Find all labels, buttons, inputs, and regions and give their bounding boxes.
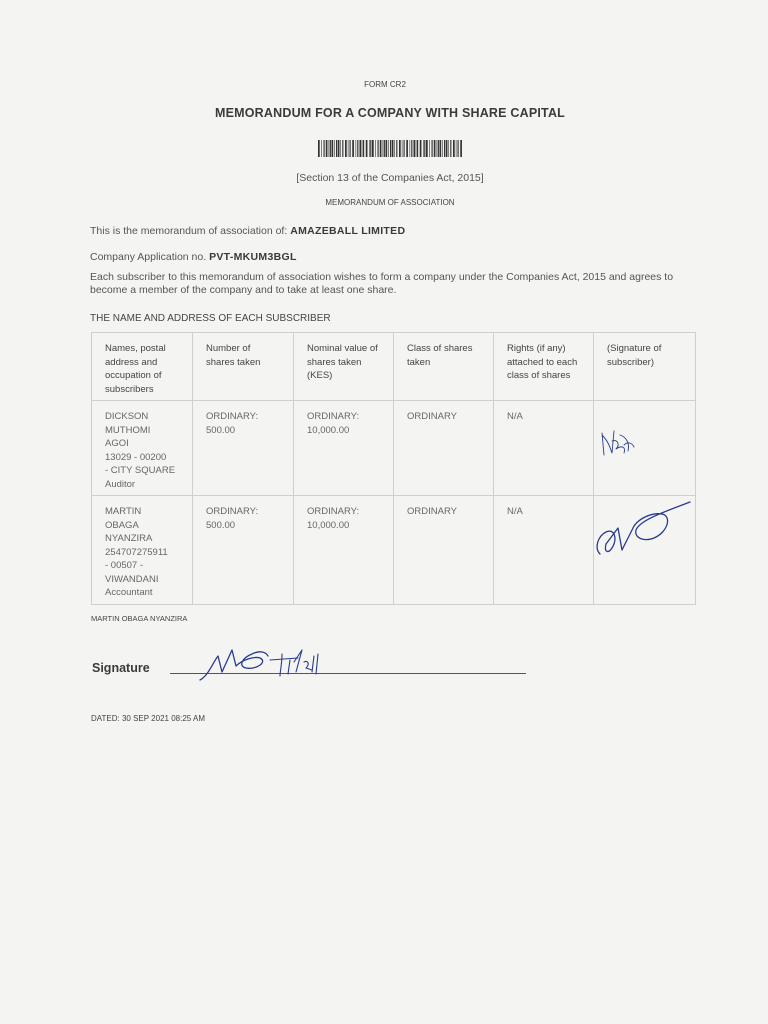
- dated-timestamp: DATED: 30 SEP 2021 08:25 AM: [91, 714, 205, 723]
- barcode-bar: [390, 140, 391, 157]
- subscriber-name-address: MARTIN OBAGA NYANZIRA 254707275911 - 00507 - VIWANDANI Accountant: [92, 496, 193, 605]
- subheading: MEMORANDUM OF ASSOCIATION: [325, 198, 455, 207]
- barcode-bar: [384, 140, 385, 157]
- barcode-bar: [352, 140, 354, 157]
- barcode-bar: [340, 140, 341, 157]
- section-reference: [Section 13 of the Companies Act, 2015]: [296, 172, 484, 184]
- barcode-bar: [370, 140, 371, 157]
- barcode-bar: [424, 140, 425, 157]
- document-title: MEMORANDUM FOR A COMPANY WITH SHARE CAPITAL: [214, 106, 566, 120]
- barcode-bar: [372, 140, 374, 157]
- barcode-bar: [338, 140, 340, 157]
- shares-taken: ORDINARY: 500.00: [193, 496, 294, 605]
- barcode-bar: [342, 140, 343, 157]
- header-rights: Rights (if any) attached to each class of shares: [494, 333, 594, 401]
- subscriber-signature-cell: [594, 496, 696, 605]
- table-row: [92, 496, 696, 605]
- barcode-bar: [362, 140, 363, 157]
- barcode-bar: [456, 140, 457, 157]
- barcode-bar: [392, 140, 394, 157]
- barcode-bar: [356, 140, 357, 157]
- barcode-bar: [378, 140, 379, 157]
- barcode-bar: [375, 140, 376, 157]
- barcode-bar: [460, 140, 462, 157]
- barcode-bar: [411, 140, 412, 157]
- share-class: ORDINARY: [394, 496, 494, 605]
- subscriber-signature-image: [598, 421, 638, 461]
- barcode-bar: [453, 140, 455, 157]
- barcode-bar: [420, 140, 422, 157]
- association-label: This is the memorandum of association of:: [90, 225, 288, 237]
- subscriber-statement: Each subscriber to this memorandum of association wishes to form a company under the Companies Act, 2015 and agrees to become a member of the company and to take at least one share.: [90, 271, 674, 296]
- barcode-bar: [440, 140, 442, 157]
- barcode-bar: [336, 140, 337, 157]
- barcode-bar: [394, 140, 395, 157]
- shares-taken: ORDINARY: 500.00: [193, 401, 294, 496]
- barcode-bar: [332, 140, 334, 157]
- barcode-bar: [326, 140, 328, 157]
- company-name: AMAZEBALL LIMITED: [290, 225, 406, 237]
- barcode-bar: [396, 140, 397, 157]
- header-names: Names, postal address and occupation of subscribers: [92, 333, 193, 401]
- barcode-bar: [429, 140, 430, 157]
- barcode-bar: [360, 140, 362, 157]
- barcode-bar: [321, 140, 322, 157]
- barcode-bar: [380, 140, 382, 157]
- barcode-bar: [446, 140, 448, 157]
- barcode-bar: [426, 140, 428, 157]
- subscriber-signature-cell: [594, 401, 696, 496]
- subscriber-name-address: DICKSON MUTHOMI AGOI 13029 - 00200 - CITY SQUARE Auditor: [92, 401, 193, 496]
- barcode-bar: [386, 140, 388, 157]
- barcode-bar: [369, 140, 370, 157]
- barcode-bar: [404, 140, 405, 157]
- barcode-image: [318, 140, 462, 157]
- barcode-bar: [329, 140, 330, 157]
- barcode-bar: [406, 140, 408, 157]
- barcode-bar: [410, 140, 411, 157]
- barcode-bar: [334, 140, 335, 157]
- barcode-bar: [450, 140, 451, 157]
- barcode-bar: [357, 140, 358, 157]
- share-rights: N/A: [494, 496, 594, 605]
- barcode-bar: [434, 140, 436, 157]
- barcode-bar: [432, 140, 433, 157]
- share-class: ORDINARY: [394, 401, 494, 496]
- barcode-bar: [350, 140, 351, 157]
- barcode-bar: [363, 140, 364, 157]
- signatory-signature-image: [196, 636, 346, 686]
- table-row: [92, 401, 696, 496]
- header-signature: (Signature of subscriber): [594, 333, 696, 401]
- header-nominal: Nominal value of shares taken (KES): [294, 333, 394, 401]
- nominal-value: ORDINARY: 10,000.00: [294, 401, 394, 496]
- barcode-bar: [383, 140, 384, 157]
- share-rights: N/A: [494, 401, 594, 496]
- barcode-bar: [458, 140, 459, 157]
- signature-label: Signature: [92, 661, 150, 675]
- barcode-bar: [414, 140, 416, 157]
- barcode-bar: [399, 140, 401, 157]
- signatory-name: MARTIN OBAGA NYANZIRA: [91, 614, 188, 623]
- subscriber-signature-image: [592, 498, 696, 564]
- subscribers-table: [91, 332, 696, 605]
- barcode-bar: [366, 140, 368, 157]
- barcode-bar: [348, 140, 349, 157]
- form-code: FORM CR2: [364, 80, 406, 89]
- barcode-bar: [437, 140, 438, 157]
- barcode-bar: [438, 140, 439, 157]
- header-class: Class of shares taken: [394, 333, 494, 401]
- barcode-bar: [448, 140, 449, 157]
- barcode-bar: [444, 140, 445, 157]
- barcode-bar: [388, 140, 389, 157]
- barcode-bar: [318, 140, 320, 157]
- barcode-bar: [423, 140, 424, 157]
- application-number: PVT-MKUM3BGL: [209, 251, 297, 263]
- association-line: [90, 225, 405, 237]
- table-header-row: [92, 333, 696, 401]
- header-shares: Number of shares taken: [193, 333, 294, 401]
- barcode-bar: [416, 140, 417, 157]
- barcode-bar: [324, 140, 325, 157]
- application-line: [90, 251, 297, 263]
- barcode-bar: [402, 140, 403, 157]
- application-label: Company Application no.: [90, 251, 207, 263]
- barcode-bar: [417, 140, 418, 157]
- barcode-bar: [330, 140, 331, 157]
- nominal-value: ORDINARY: 10,000.00: [294, 496, 394, 605]
- barcode-bar: [442, 140, 443, 157]
- barcode-bar: [345, 140, 347, 157]
- subscribers-heading: THE NAME AND ADDRESS OF EACH SUBSCRIBER: [90, 313, 331, 324]
